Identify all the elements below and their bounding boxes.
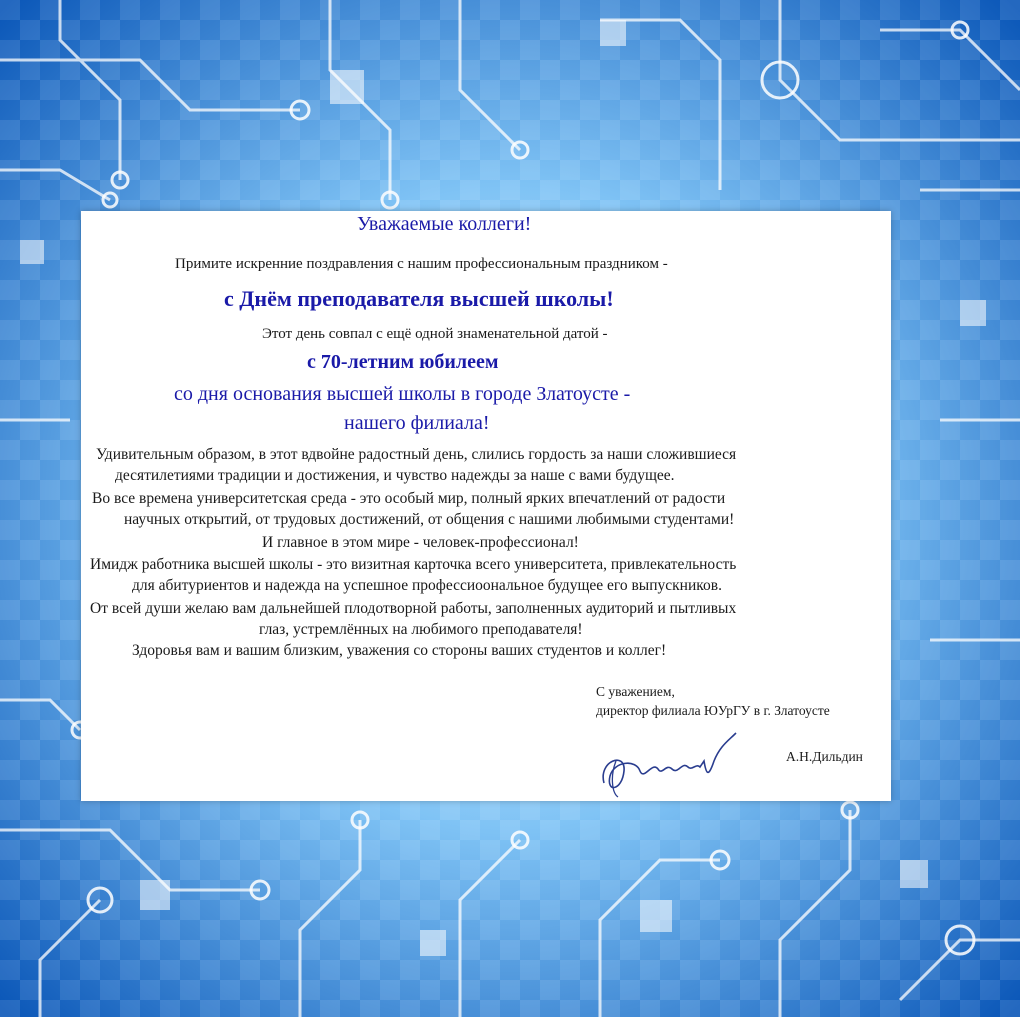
body-line: научных открытий, от трудовых достижений, от общения с нашими любимыми студентами! <box>124 511 735 528</box>
body-line: Во все времена университетская среда - это особый мир, полный ярких впечатлений от радости <box>92 490 726 507</box>
intro-line: Примите искренние поздравления с нашим профессиональным праздником - <box>175 256 668 272</box>
letter-greeting: Уважаемые коллеги! <box>357 213 532 235</box>
signer-name: А.Н.Дильдин <box>786 749 863 764</box>
body-line: От всей души желаю вам дальнейшей плодотворной работы, заполненных аудиторий и пытливых <box>90 600 737 617</box>
body-line: И главное в этом мире - человек-профессионал! <box>262 534 579 551</box>
jubilee-line-3: нашего филиала! <box>344 412 490 434</box>
intro-line-2: Этот день совпал с ещё одной знаменательной датой - <box>262 326 608 342</box>
body-line: десятилетиями традиции и достижения, и чувство надежды за наше с вами будущее. <box>115 467 675 484</box>
handwritten-signature <box>596 721 776 801</box>
jubilee-line-2: со дня основания высшей школы в городе Златоусте - <box>174 383 631 405</box>
body-line: Здоровья вам и вашим близким, уважения со стороны ваших студентов и коллег! <box>132 642 667 659</box>
letter-card <box>81 211 891 801</box>
body-line: Имидж работника высшей школы - это визитная карточка всего университета, привлекательность <box>90 556 737 573</box>
holiday-heading: с Днём преподавателя высшей школы! <box>224 286 614 311</box>
body-line: для абитуриентов и надежда на успешное профессиоональное будущее его выпускников. <box>132 577 722 594</box>
body-line: глаз, устремлённых на любимого преподавателя! <box>259 621 583 638</box>
signer-title: директор филиала ЮУрГУ в г. Златоусте <box>596 703 830 718</box>
closing-text: С уважением, <box>596 684 675 699</box>
body-line: Удивительным образом, в этот вдвойне радостный день, слились гордость за наши сложившиеся <box>96 446 737 463</box>
jubilee-heading: с 70-летним юбилеем <box>307 351 499 373</box>
